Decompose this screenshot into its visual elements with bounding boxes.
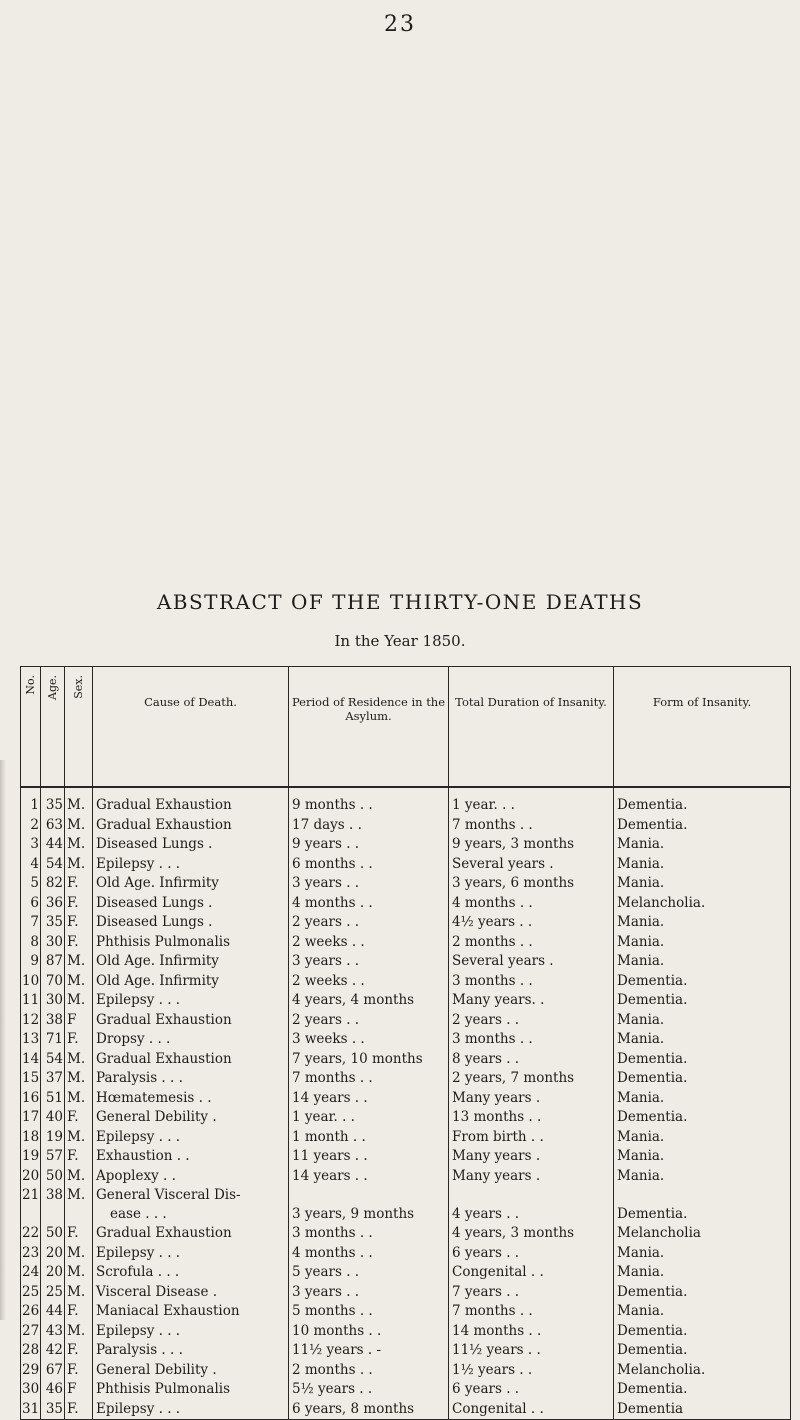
cell-form: Mania. <box>614 1030 791 1050</box>
cell-sex: F. <box>65 1400 93 1420</box>
cell-residence: 17 days . . <box>289 816 449 836</box>
cell-sex: M. <box>65 972 93 992</box>
cell-sex: F. <box>65 1108 93 1128</box>
cell-age: 20 <box>41 1263 65 1283</box>
cell-no: 3 <box>21 835 41 855</box>
cell-duration: 14 months . . <box>449 1322 614 1342</box>
cell-form: Mania. <box>614 1147 791 1167</box>
cell-form: Dementia. <box>614 972 791 992</box>
cell-form: Dementia. <box>614 1108 791 1128</box>
cell-cause: Diseased Lungs . <box>93 835 289 855</box>
cell-no: 23 <box>21 1244 41 1264</box>
cell-residence: 3 months . . <box>289 1224 449 1244</box>
cell-form: Mania. <box>614 1011 791 1031</box>
cell-form: Dementia. <box>614 1322 791 1342</box>
cell-residence: 5 years . . <box>289 1263 449 1283</box>
cell-no: 9 <box>21 952 41 972</box>
cell-sex: M. <box>65 855 93 875</box>
table-row <box>21 894 791 914</box>
cell-no: 25 <box>21 1283 41 1303</box>
cell-no: 29 <box>21 1361 41 1381</box>
cell-residence: 5 months . . <box>289 1302 449 1322</box>
cell-form: Dementia. <box>614 1380 791 1400</box>
cell-duration: Congenital . . <box>449 1400 614 1420</box>
cell-sex: F. <box>65 1030 93 1050</box>
cell-form: Mania. <box>614 933 791 953</box>
cell-duration: 7 months . . <box>449 816 614 836</box>
cell-cause: Diseased Lungs . <box>93 894 289 914</box>
cell-no: 19 <box>21 1147 41 1167</box>
cell-residence: 14 years . . <box>289 1167 449 1187</box>
cell-no: 13 <box>21 1030 41 1050</box>
table-row <box>21 1283 791 1303</box>
cell-cause: Gradual Exhaustion <box>93 816 289 836</box>
cell-form: Mania. <box>614 1263 791 1283</box>
cell-cause: Hœmatemesis . . <box>93 1089 289 1109</box>
cell-cause: Dropsy . . . <box>93 1030 289 1050</box>
cell-residence: 1 month . . <box>289 1128 449 1148</box>
cell-form: Dementia. <box>614 816 791 836</box>
table-row <box>21 1400 791 1420</box>
cell-cause: Old Age. Infirmity <box>93 952 289 972</box>
cell-sex: M. <box>65 1263 93 1283</box>
cell-residence: 6 years, 8 months <box>289 1400 449 1420</box>
cell-age: 57 <box>41 1147 65 1167</box>
table-row <box>21 1341 791 1361</box>
cell-sex: F. <box>65 1302 93 1322</box>
cell-cause: Epilepsy . . . <box>93 1244 289 1264</box>
table-row <box>21 1147 791 1167</box>
cell-no: 4 <box>21 855 41 875</box>
table-row <box>21 1030 791 1050</box>
cell-residence: 4 months . . <box>289 894 449 914</box>
cell-form: Mania. <box>614 874 791 894</box>
cell-form: Dementia. <box>614 1283 791 1303</box>
cell-form: Dementia. <box>614 1341 791 1361</box>
cell-cause: Epilepsy . . . <box>93 991 289 1011</box>
cell-form: Mania. <box>614 1302 791 1322</box>
header-age: Age. <box>41 667 65 788</box>
table-row <box>21 933 791 953</box>
cell-age: 50 <box>41 1167 65 1187</box>
header-cause: Cause of Death. <box>93 667 289 788</box>
cell-sex: M. <box>65 787 93 816</box>
cause-line-2: ease . . . <box>110 1206 167 1222</box>
table-row <box>21 1224 791 1244</box>
cell-duration: 3 years, 6 months <box>449 874 614 894</box>
cell-sex: F <box>65 1011 93 1031</box>
cell-cause: Epilepsy . . . <box>93 855 289 875</box>
cell-form <box>614 1186 791 1224</box>
cell-duration: Many years . <box>449 1147 614 1167</box>
cell-age: 51 <box>41 1089 65 1109</box>
cell-sex: M. <box>65 991 93 1011</box>
cell-cause: Gradual Exhaustion <box>93 1224 289 1244</box>
page-edge-shadow <box>0 760 6 1320</box>
page-title: ABSTRACT OF THE THIRTY-ONE DEATHS <box>156 590 644 614</box>
cell-duration: Several years . <box>449 952 614 972</box>
cell-duration: 6 years . . <box>449 1380 614 1400</box>
cell-sex: F. <box>65 1224 93 1244</box>
cell-duration: 13 months . . <box>449 1108 614 1128</box>
table-row <box>21 1322 791 1342</box>
cell-form: Mania. <box>614 835 791 855</box>
table-row <box>21 1011 791 1031</box>
table-row <box>21 1050 791 1070</box>
cell-duration: 2 years, 7 months <box>449 1069 614 1089</box>
cell-residence: 4 months . . <box>289 1244 449 1264</box>
cell-residence <box>289 1186 449 1224</box>
cell-age: 38 <box>41 1186 65 1224</box>
cell-residence: 2 weeks . . <box>289 933 449 953</box>
cell-form: Mania. <box>614 913 791 933</box>
cell-residence: 14 years . . <box>289 1089 449 1109</box>
cell-age: 42 <box>41 1341 65 1361</box>
cell-no: 7 <box>21 913 41 933</box>
table-row <box>21 1361 791 1381</box>
cell-sex: M. <box>65 1069 93 1089</box>
cell-cause: General Debility . <box>93 1108 289 1128</box>
cell-form: Mania. <box>614 1128 791 1148</box>
cell-cause: Scrofula . . . <box>93 1263 289 1283</box>
cell-duration: Many years. . <box>449 991 614 1011</box>
cell-form: Mania. <box>614 1089 791 1109</box>
cell-sex: M. <box>65 1167 93 1187</box>
cell-cause: Apoplexy . . <box>93 1167 289 1187</box>
deaths-table <box>20 666 791 1420</box>
cell-cause: Paralysis . . . <box>93 1069 289 1089</box>
cell-duration: 4 months . . <box>449 894 614 914</box>
cell-cause <box>93 1186 289 1224</box>
cell-duration: 2 months . . <box>449 933 614 953</box>
cell-age: 25 <box>41 1283 65 1303</box>
cell-no: 20 <box>21 1167 41 1187</box>
cell-cause: Visceral Disease . <box>93 1283 289 1303</box>
cell-no: 14 <box>21 1050 41 1070</box>
cell-duration: 1 year. . . <box>449 787 614 816</box>
cell-cause: Old Age. Infirmity <box>93 874 289 894</box>
cell-cause: Paralysis . . . <box>93 1341 289 1361</box>
cell-no: 16 <box>21 1089 41 1109</box>
cell-cause: Diseased Lungs . <box>93 913 289 933</box>
cell-sex: F <box>65 1380 93 1400</box>
header-duration: Total Duration of Insanity. <box>449 667 614 788</box>
cell-residence: 2 years . . <box>289 1011 449 1031</box>
cell-residence: 9 months . . <box>289 787 449 816</box>
table-row <box>21 816 791 836</box>
cell-form: Dementia. <box>614 1050 791 1070</box>
cause-line-1: General Visceral Dis- <box>96 1187 241 1203</box>
cell-residence: 3 years . . <box>289 1283 449 1303</box>
cell-sex: F. <box>65 874 93 894</box>
table-header-row <box>21 667 791 788</box>
cell-cause: Gradual Exhaustion <box>93 1011 289 1031</box>
cell-sex: M. <box>65 1283 93 1303</box>
page-subtitle: In the Year 1850. <box>334 632 466 650</box>
table-row <box>21 787 791 816</box>
cell-form: Melancholia. <box>614 1361 791 1381</box>
cell-duration: 3 months . . <box>449 1030 614 1050</box>
header-no: No. <box>21 667 41 788</box>
cell-age: 44 <box>41 1302 65 1322</box>
cell-no: 5 <box>21 874 41 894</box>
cell-residence: 4 years, 4 months <box>289 991 449 1011</box>
table-row <box>21 855 791 875</box>
deaths-table-container <box>20 666 790 1420</box>
cell-sex: M. <box>65 1186 93 1224</box>
cell-no: 15 <box>21 1069 41 1089</box>
cell-no: 18 <box>21 1128 41 1148</box>
cell-duration: 1½ years . . <box>449 1361 614 1381</box>
cell-residence-value: 3 years, 9 months <box>292 1206 415 1222</box>
cell-no: 2 <box>21 816 41 836</box>
cell-cause: Gradual Exhaustion <box>93 1050 289 1070</box>
cell-form: Mania. <box>614 1244 791 1264</box>
cell-residence: 10 months . . <box>289 1322 449 1342</box>
cell-age: 43 <box>41 1322 65 1342</box>
cell-duration: 2 years . . <box>449 1011 614 1031</box>
cell-age: 36 <box>41 894 65 914</box>
cell-sex: M. <box>65 952 93 972</box>
header-residence: Period of Residence in the Asylum. <box>289 667 449 788</box>
cell-age: 40 <box>41 1108 65 1128</box>
cell-age: 35 <box>41 1400 65 1420</box>
cell-duration: 11½ years . . <box>449 1341 614 1361</box>
cell-sex: M. <box>65 1322 93 1342</box>
cell-residence: 11 years . . <box>289 1147 449 1167</box>
cell-no: 30 <box>21 1380 41 1400</box>
table-row <box>21 991 791 1011</box>
cell-no: 21 <box>21 1186 41 1224</box>
table-row <box>21 1167 791 1187</box>
cell-cause: Phthisis Pulmonalis <box>93 933 289 953</box>
cell-age: 37 <box>41 1069 65 1089</box>
cell-form: Melancholia. <box>614 894 791 914</box>
cell-cause: Epilepsy . . . <box>93 1400 289 1420</box>
table-row <box>21 1244 791 1264</box>
table-row <box>21 1128 791 1148</box>
cell-cause: Epilepsy . . . <box>93 1322 289 1342</box>
cell-sex: M. <box>65 1244 93 1264</box>
cell-duration: 3 months . . <box>449 972 614 992</box>
cell-age: 19 <box>41 1128 65 1148</box>
cell-no: 27 <box>21 1322 41 1342</box>
cell-age: 70 <box>41 972 65 992</box>
cell-sex: M. <box>65 816 93 836</box>
cell-age: 63 <box>41 816 65 836</box>
table-row <box>21 972 791 992</box>
cell-cause: General Debility . <box>93 1361 289 1381</box>
cell-form: Dementia. <box>614 1069 791 1089</box>
cell-no: 26 <box>21 1302 41 1322</box>
header-sex: Sex. <box>65 667 93 788</box>
cell-duration-value: 4 years . . <box>452 1206 520 1222</box>
cell-residence: 9 years . . <box>289 835 449 855</box>
cell-no: 8 <box>21 933 41 953</box>
cell-cause: Epilepsy . . . <box>93 1128 289 1148</box>
cell-sex: F. <box>65 913 93 933</box>
cell-duration: 7 months . . <box>449 1302 614 1322</box>
cell-sex: M. <box>65 1128 93 1148</box>
cell-form: Mania. <box>614 952 791 972</box>
cell-residence: 11½ years . - <box>289 1341 449 1361</box>
cell-duration: From birth . . <box>449 1128 614 1148</box>
cell-duration: 8 years . . <box>449 1050 614 1070</box>
cell-no: 31 <box>21 1400 41 1420</box>
cell-age: 46 <box>41 1380 65 1400</box>
cell-form-value: Dementia. <box>617 1206 688 1222</box>
table-row <box>21 874 791 894</box>
cell-age: 35 <box>41 787 65 816</box>
cell-sex: M. <box>65 1050 93 1070</box>
cell-form: Dementia <box>614 1400 791 1420</box>
cell-age: 50 <box>41 1224 65 1244</box>
cell-cause: Phthisis Pulmonalis <box>93 1380 289 1400</box>
cell-no: 17 <box>21 1108 41 1128</box>
cell-cause: Gradual Exhaustion <box>93 787 289 816</box>
cell-residence: 7 years, 10 months <box>289 1050 449 1070</box>
cell-residence: 6 months . . <box>289 855 449 875</box>
cell-sex: F. <box>65 1147 93 1167</box>
cell-duration: 4½ years . . <box>449 913 614 933</box>
cell-duration: 6 years . . <box>449 1244 614 1264</box>
table-row <box>21 1380 791 1400</box>
cell-form: Dementia. <box>614 787 791 816</box>
cell-residence: 5½ years . . <box>289 1380 449 1400</box>
cell-residence: 3 years . . <box>289 952 449 972</box>
table-row <box>21 1263 791 1283</box>
cell-duration: Many years . <box>449 1167 614 1187</box>
cell-no: 1 <box>21 787 41 816</box>
cell-no: 12 <box>21 1011 41 1031</box>
cell-no: 11 <box>21 991 41 1011</box>
cell-residence: 3 years . . <box>289 874 449 894</box>
cell-residence: 2 months . . <box>289 1361 449 1381</box>
cell-duration: 4 years, 3 months <box>449 1224 614 1244</box>
table-row <box>21 1089 791 1109</box>
cell-age: 20 <box>41 1244 65 1264</box>
cell-duration: 7 years . . <box>449 1283 614 1303</box>
cell-age: 82 <box>41 874 65 894</box>
cell-sex: F. <box>65 1361 93 1381</box>
cell-residence: 3 weeks . . <box>289 1030 449 1050</box>
table-row <box>21 1186 791 1224</box>
table-row <box>21 952 791 972</box>
cell-form: Mania. <box>614 855 791 875</box>
cell-age: 30 <box>41 991 65 1011</box>
page-number: 23 <box>384 12 416 37</box>
cell-form: Melancholia <box>614 1224 791 1244</box>
cell-sex: F. <box>65 933 93 953</box>
table-row <box>21 835 791 855</box>
cell-age: 35 <box>41 913 65 933</box>
cell-duration: Several years . <box>449 855 614 875</box>
cell-duration: Congenital . . <box>449 1263 614 1283</box>
cell-no: 24 <box>21 1263 41 1283</box>
cell-age: 87 <box>41 952 65 972</box>
cell-residence: 7 months . . <box>289 1069 449 1089</box>
header-form: Form of Insanity. <box>614 667 791 788</box>
cell-age: 54 <box>41 1050 65 1070</box>
cell-no: 6 <box>21 894 41 914</box>
cell-no: 28 <box>21 1341 41 1361</box>
table-row <box>21 1108 791 1128</box>
table-body <box>21 787 791 1420</box>
cell-age: 54 <box>41 855 65 875</box>
cell-duration: 9 years, 3 months <box>449 835 614 855</box>
cell-age: 30 <box>41 933 65 953</box>
cell-residence: 2 years . . <box>289 913 449 933</box>
cell-duration: Many years . <box>449 1089 614 1109</box>
cell-form: Dementia. <box>614 991 791 1011</box>
cell-duration <box>449 1186 614 1224</box>
table-row <box>21 1069 791 1089</box>
cell-sex: M. <box>65 1089 93 1109</box>
cell-residence: 1 year. . . <box>289 1108 449 1128</box>
cell-no: 22 <box>21 1224 41 1244</box>
cell-sex: M. <box>65 835 93 855</box>
cell-age: 44 <box>41 835 65 855</box>
cell-cause: Exhaustion . . <box>93 1147 289 1167</box>
cell-cause: Old Age. Infirmity <box>93 972 289 992</box>
cell-cause: Maniacal Exhaustion <box>93 1302 289 1322</box>
cell-age: 38 <box>41 1011 65 1031</box>
table-row <box>21 913 791 933</box>
cell-no: 10 <box>21 972 41 992</box>
cell-age: 71 <box>41 1030 65 1050</box>
cell-sex: F. <box>65 894 93 914</box>
cell-residence: 2 weeks . . <box>289 972 449 992</box>
cell-sex: F. <box>65 1341 93 1361</box>
cell-form: Mania. <box>614 1167 791 1187</box>
table-row <box>21 1302 791 1322</box>
cell-age: 67 <box>41 1361 65 1381</box>
